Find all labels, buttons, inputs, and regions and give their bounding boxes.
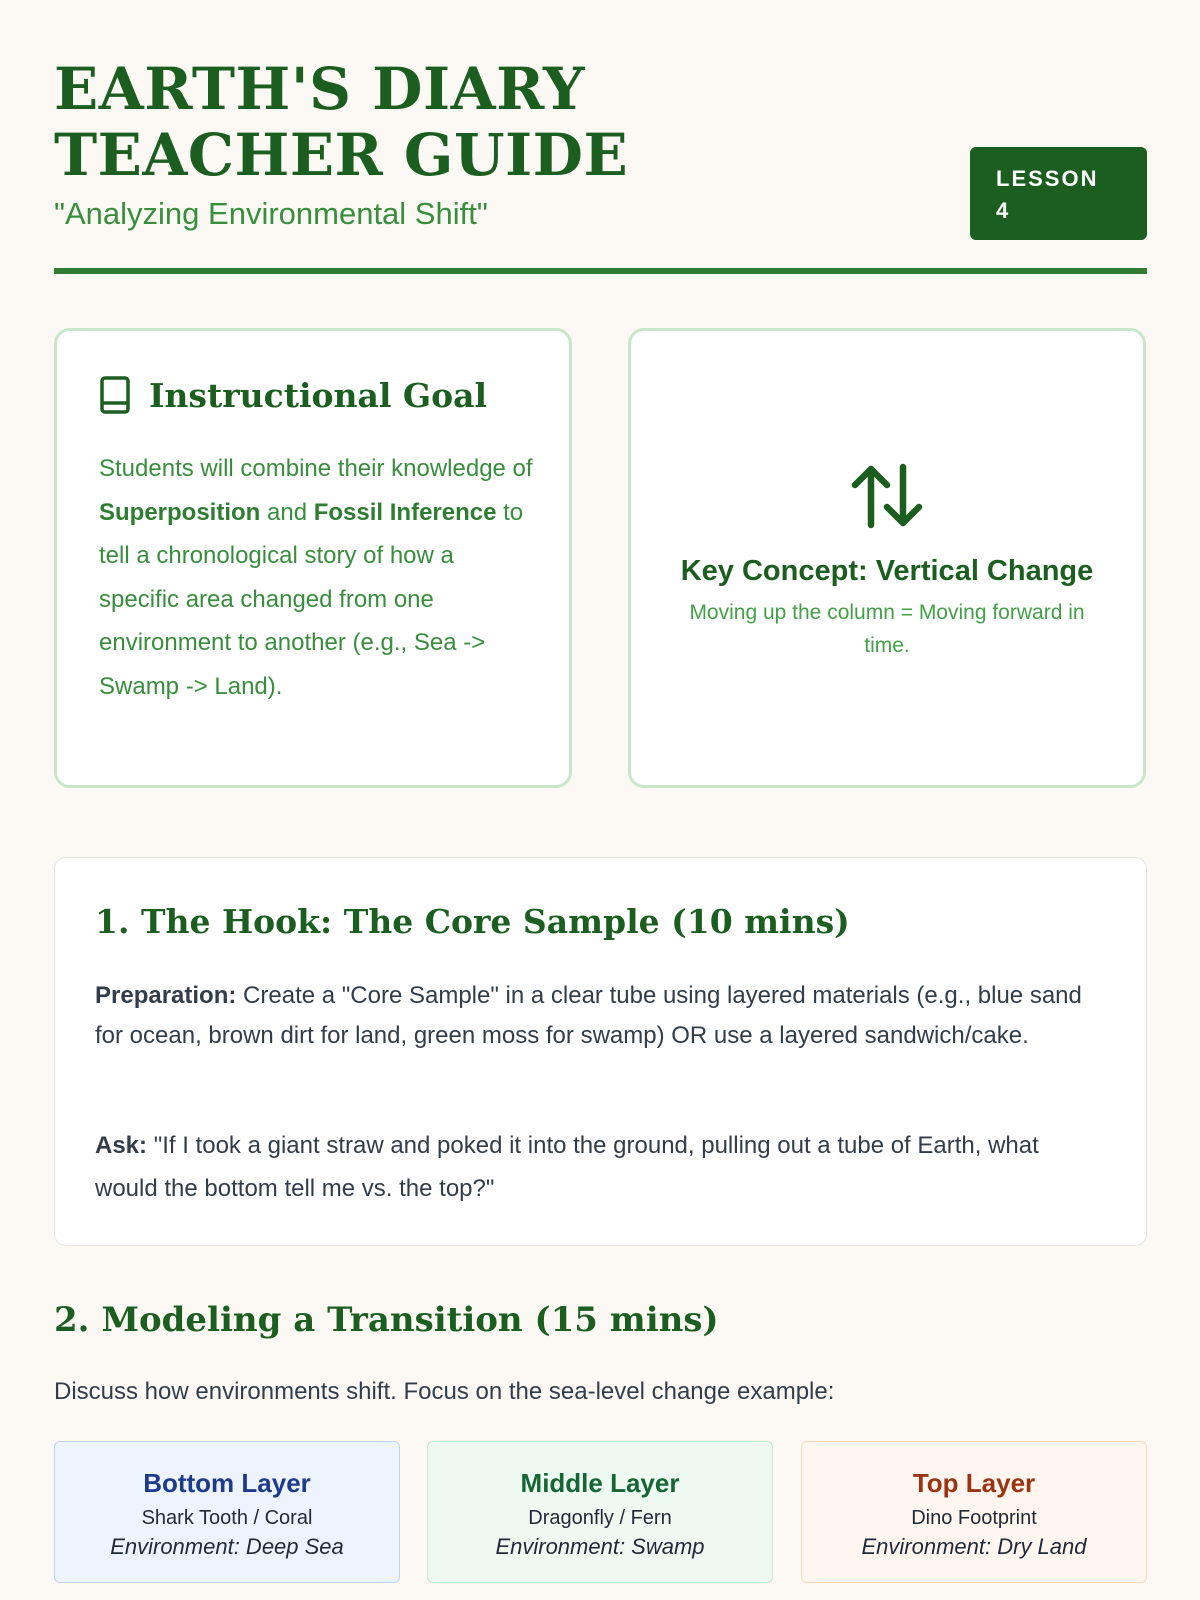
book-icon [99,375,131,415]
goal-term-fossil-inference: Fossil Inference [313,498,497,526]
layer-name: Middle Layer [520,1468,680,1498]
layer-fossil: Shark Tooth / Coral [141,1507,313,1529]
concept-description: Moving up the column = Moving forward in time. [689,601,1085,657]
page-subtitle: "Analyzing Environmental Shift" [54,196,488,231]
layer-name: Top Layer [912,1468,1036,1498]
goal-term-superposition: Superposition [99,498,261,526]
concept-content [631,461,1143,662]
layer-environment: Environment: Deep Sea [110,1534,344,1559]
goal-text [99,447,539,708]
modeling-intro: Discuss how environments shift. Focus on the sea-level change example: [54,1378,835,1405]
hook-title: 1. The Hook: The Core Sample (10 mins) [95,902,850,941]
layer-environment: Environment: Swamp [495,1534,705,1559]
layer-fossil: Dino Footprint [911,1507,1037,1529]
lesson-number: 4 [996,198,1011,223]
layer-fossil: Dragonfly / Fern [528,1507,672,1529]
key-concept-card [628,328,1146,788]
lesson-label: LESSON [996,166,1099,191]
layer-name: Bottom Layer [143,1468,311,1498]
layer-card-top [801,1441,1147,1583]
hook-preparation [95,976,1105,1056]
page-header [54,56,1147,274]
ask-label: Ask: [95,1132,148,1159]
hook-section [54,857,1147,1246]
preparation-label: Preparation: [95,982,237,1009]
hook-ask [95,1124,1105,1210]
ask-text: "If I took a giant straw and poked it into the ground, pulling out a tube of Earth, what would the bottom tell me vs. the top?" [95,1132,1039,1202]
layer-card-bottom [54,1441,400,1583]
page-title: EARTH'S DIARY TEACHER GUIDE [54,55,629,189]
layer-card-middle [427,1441,773,1583]
goal-title: Instructional Goal [149,375,488,415]
preparation-text: Create a "Core Sample" in a clear tube using layered materials (e.g., blue sand for ocean, brown dirt for land, green moss for swamp) OR use a layered sandwich/cake. [95,982,1082,1049]
goal-text-part: Students will combine their knowledge of [99,455,533,482]
instructional-goal-card [54,328,572,788]
layer-environment: Environment: Dry Land [861,1534,1087,1559]
up-down-arrows-icon [847,461,927,531]
concept-title: Key Concept: Vertical Change [680,555,1094,587]
lesson-badge [970,147,1147,240]
goal-text-part: and [260,498,314,526]
goal-text-part: to tell a chronological story of how a specific area changed from one environment to another (e.g., Sea -> Swamp -> Land). [99,498,524,700]
modeling-section-title: 2. Modeling a Transition (15 mins) [54,1300,719,1340]
goal-header [99,375,487,415]
